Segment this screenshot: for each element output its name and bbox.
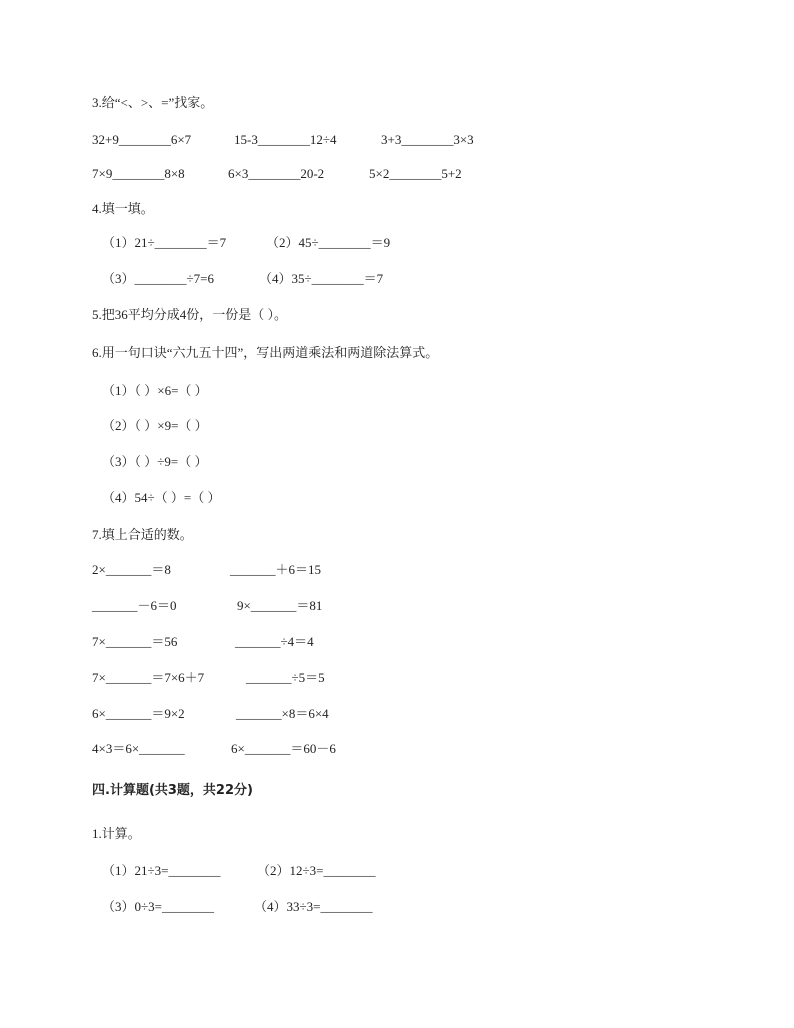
q3-row2-expr-c: 5×2________5+2 <box>369 166 462 181</box>
part4-q1-item-4: （4）33÷3=________ <box>254 899 373 914</box>
q7-title: 7.填上合适的数。 <box>92 527 193 542</box>
q7-row2-expr-b: 9×_______＝81 <box>237 598 323 613</box>
q3-row1-expr-a: 32+9________6×7 <box>92 132 192 147</box>
q3-row1-expr-b: 15-3________12÷4 <box>234 132 337 147</box>
part4-q1-item-3: （3）0÷3=________ <box>102 899 214 914</box>
q3-row2-expr-b: 6×3________20-2 <box>228 166 325 181</box>
q7-row5-expr-a: 6×_______＝9×2 <box>92 706 185 721</box>
q7-row3-expr-b: _______÷4＝4 <box>235 634 314 649</box>
q6-title: 6.用一句口诀“六九五十四”，写出两道乘法和两道除法算式。 <box>92 345 439 360</box>
part4-q1-row-2 <box>102 898 702 916</box>
q7-row1-expr-a: 2×_______＝8 <box>92 562 171 577</box>
q3-title: 3.给“<、>、=”找家。 <box>92 95 214 110</box>
q7-row-6 <box>92 740 692 758</box>
q7-row3-expr-a: 7×_______＝56 <box>92 634 178 649</box>
q4-row-1 <box>102 234 702 252</box>
q4-item-3: （3）________÷7=6 <box>102 271 214 286</box>
q7-row5-expr-b: _______×8＝6×4 <box>236 706 329 721</box>
q7-row6-expr-a: 4×3＝6×_______ <box>92 741 185 756</box>
q7-row1-expr-b: _______＋6＝15 <box>230 562 322 577</box>
q6-item-1: （1）（ ）×6=（ ） <box>102 383 208 398</box>
q3-row-1 <box>92 131 692 149</box>
q6-item-2: （2）（ ）×9=（ ） <box>102 418 208 433</box>
q5-title: 5.把36平均分成4份，一份是（ ）。 <box>92 307 288 322</box>
q7-row2-expr-a: _______－6＝0 <box>92 598 177 613</box>
q4-item-2: （2）45÷________＝9 <box>266 235 391 250</box>
q7-row4-expr-a: 7×_______＝7×6＋7 <box>92 670 205 685</box>
part4-heading: 四.计算题(共3题，共22分) <box>92 783 253 798</box>
q7-row-5 <box>92 705 692 723</box>
part4-q1-item-1: （1）21÷3=________ <box>102 863 221 878</box>
q4-item-4: （4）35÷________＝7 <box>259 271 384 286</box>
q7-row-4 <box>92 669 692 687</box>
q4-item-1: （1）21÷________＝7 <box>102 235 227 250</box>
q7-row-2 <box>92 597 692 615</box>
part4-q1-row-1 <box>102 862 702 880</box>
q3-row1-expr-c: 3+3________3×3 <box>381 132 474 147</box>
q7-row-3 <box>92 633 692 651</box>
q6-item-3: （3）（ ）÷9=（ ） <box>102 454 208 469</box>
q7-row6-expr-b: 6×_______＝60－6 <box>231 741 336 756</box>
q4-title: 4.填一填。 <box>92 201 154 216</box>
q6-item-4: （4）54÷（ ）=（ ） <box>102 490 221 505</box>
q4-row-2 <box>102 270 702 288</box>
q7-row4-expr-b: _______÷5＝5 <box>246 670 325 685</box>
part4-q1-title: 1.计算。 <box>92 826 141 841</box>
q7-row-1 <box>92 561 692 579</box>
part4-q1-item-2: （2）12÷3=________ <box>257 863 376 878</box>
q3-row2-expr-a: 7×9________8×8 <box>92 166 185 181</box>
q3-row-2 <box>92 165 692 183</box>
